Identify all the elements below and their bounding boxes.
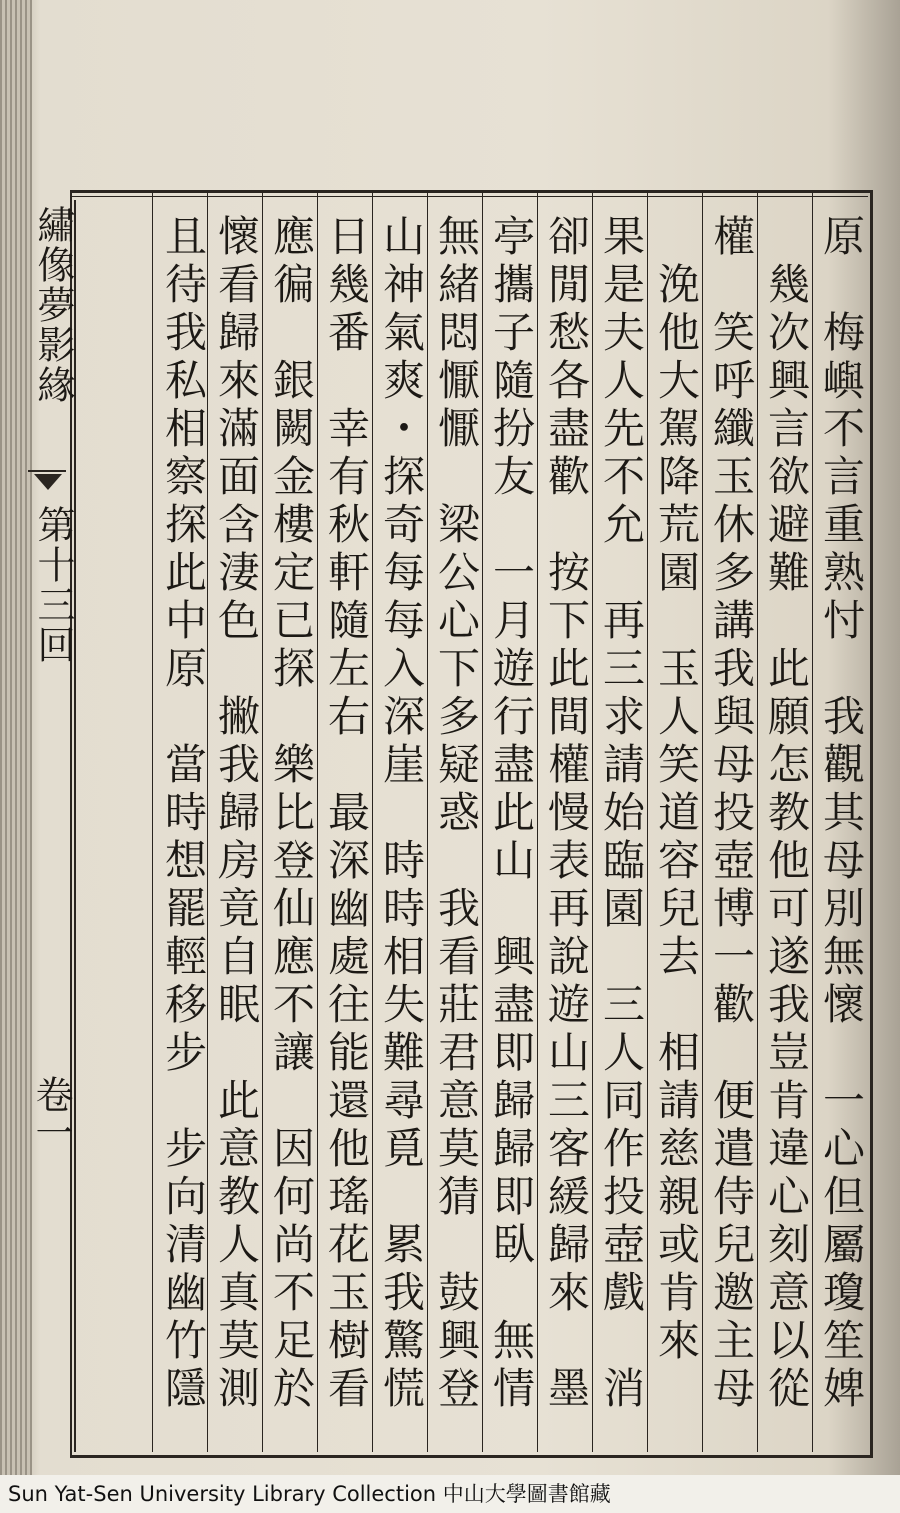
- column-rule: [152, 193, 153, 1452]
- text-column-6: 卻閒愁各盡歡 按下此間權慢表再說遊山三客緩歸來 墨: [542, 214, 591, 1414]
- text-column-3: 權 笑呼纖玉休多講我與母投壺博一歡 便遣侍兒邀主母: [707, 214, 756, 1414]
- book-title: 繡像夢影緣: [31, 205, 75, 405]
- text-column-10: 日幾番 幸有秋軒隨左右 最深幽處往能還他瑤花玉樹看: [322, 214, 371, 1414]
- text-column-12: 懷看歸來滿面含淒色 撇我歸房竟自眠 此意教人真莫測: [212, 214, 261, 1414]
- text-column-4: 浼他大駕降荒園 玉人笑道容兒去 相請慈親或肯來: [652, 214, 701, 1366]
- text-column-1: 原 梅嶼不言重熟忖 我觀其母別無懷 一心但屬瓊笙婢: [817, 214, 866, 1414]
- text-column-11: 應徧 銀闕金樓定已探 樂比登仙應不讓 因何尚不足於: [267, 214, 316, 1414]
- fish-tail-ornament: [28, 470, 66, 500]
- chapter-number: 第十三回: [31, 505, 75, 665]
- folio-number: 卷一: [29, 1075, 73, 1151]
- collection-credit: Sun Yat-Sen University Library Collection 中山大學圖書館藏: [0, 1475, 900, 1513]
- text-column-9: 山神氣爽・探奇每每入深崖 時時相失難尋覓 累我驚慌: [377, 214, 426, 1414]
- text-column-7: 亭攜子隨扮友 一月遊行盡此山 興盡即歸歸即臥 無情: [487, 214, 536, 1414]
- text-column-2: 幾次興言欲避難 此願怎教他可遂我豈肯違心刻意以從: [762, 214, 811, 1414]
- text-column-5: 果是夫人先不允 再三求請始臨園 三人同作投壺戲 消: [597, 214, 646, 1414]
- frame-inner-rule: [70, 196, 868, 197]
- text-column-13: 且待我私相察探此中原 當時想罷輕移步 步向清幽竹隱: [159, 214, 208, 1414]
- text-column-8: 無緒悶懨懨 梁公心下多疑惑 我看莊君意莫猜 鼓興登: [432, 214, 481, 1414]
